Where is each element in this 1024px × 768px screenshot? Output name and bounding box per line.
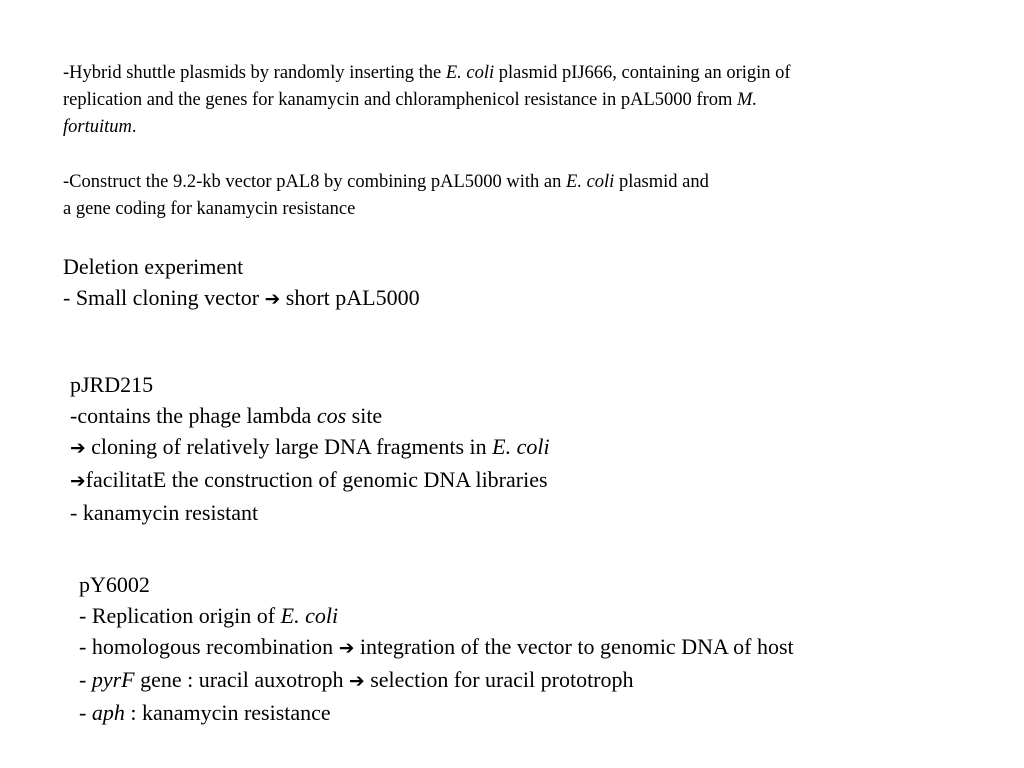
pjrd-line-2: -contains the phage lambda cos site xyxy=(70,403,383,428)
deletion-line-2: - Small cloning vector ➔ short pAL5000 xyxy=(63,285,420,310)
pjrd-line-5: - kanamycin resistant xyxy=(70,500,259,525)
py-line-3: - homologous recombination ➔ integration of the vector to genomic DNA of host xyxy=(79,634,794,659)
arrow-right-icon: ➔ xyxy=(349,671,365,692)
py6002-section xyxy=(79,569,794,728)
py-title: pY6002 xyxy=(79,572,150,597)
construct-line-2: a gene coding for kanamycin resistance xyxy=(63,199,356,219)
pjrd-line-4: ➔facilitatE the construction of genomic DNA libraries xyxy=(70,467,548,492)
arrow-right-icon: ➔ xyxy=(338,638,355,659)
construct-line-1: -Construct the 9.2-kb vector pAL8 by combining pAL5000 with an E. coli plasmid and xyxy=(63,172,709,192)
py-line-4: - pyrF gene : uracil auxotroph ➔ selection for uracil prototroph xyxy=(79,667,634,692)
hybrid-line-2: replication and the genes for kanamycin and chloramphenicol resistance in pAL5000 from M. xyxy=(63,90,758,110)
py-line-5: - aph : kanamycin resistance xyxy=(79,700,331,725)
hybrid-line-1: -Hybrid shuttle plasmids by randomly inserting the E. coli plasmid pIJ666, containing an origin of xyxy=(63,63,791,83)
arrow-right-icon: ➔ xyxy=(70,471,86,492)
hybrid-line-3: fortuitum. xyxy=(63,117,137,137)
deletion-experiment-section xyxy=(63,251,420,315)
arrow-right-icon: ➔ xyxy=(264,289,281,310)
pjrd215-section xyxy=(70,369,550,528)
pjrd-line-3: ➔ cloning of relatively large DNA fragments in E. coli xyxy=(70,434,550,459)
pjrd-title: pJRD215 xyxy=(70,372,154,397)
py-line-2: - Replication origin of E. coli xyxy=(79,603,339,628)
arrow-right-icon: ➔ xyxy=(70,438,86,459)
construct-vector-paragraph xyxy=(63,169,709,223)
deletion-title: Deletion experiment xyxy=(63,254,244,279)
hybrid-plasmid-paragraph xyxy=(63,60,791,141)
